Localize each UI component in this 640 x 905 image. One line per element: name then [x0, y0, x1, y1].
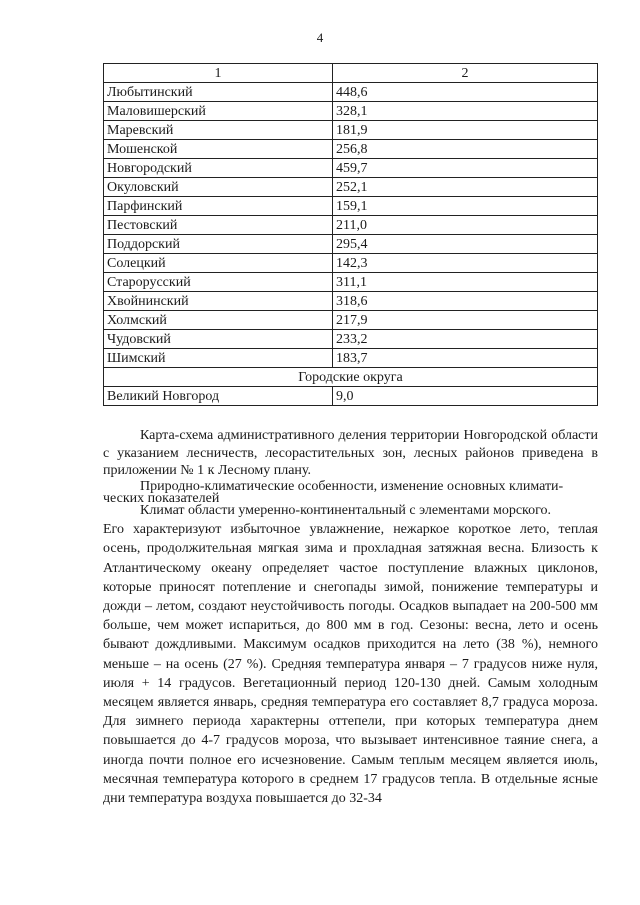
- table-row-urban: [104, 387, 598, 406]
- table-row: [104, 292, 598, 311]
- area-value-cell: 318,6: [333, 292, 598, 311]
- page-number: 4: [316, 30, 324, 45]
- district-name-cell: Старорусский: [104, 273, 333, 292]
- table-header-col-1: 1: [104, 64, 333, 83]
- climate-paragraph-first-line: Климат области умеренно-континентальный с элементами морского.: [140, 503, 552, 518]
- section-title-cell: Городские округа: [104, 368, 598, 387]
- table-body: [104, 64, 598, 406]
- area-value-cell: 295,4: [333, 235, 598, 254]
- district-name-cell: Пестовский: [104, 216, 333, 235]
- district-name-cell: Поддорский: [104, 235, 333, 254]
- table-row: [104, 330, 598, 349]
- table-row: [104, 216, 598, 235]
- area-value-cell: 448,6: [333, 83, 598, 102]
- area-value-cell: 181,9: [333, 121, 598, 140]
- table-header-col-2: 2: [333, 64, 598, 83]
- district-name-cell: Окуловский: [104, 178, 333, 197]
- district-name-cell: Любытинский: [104, 83, 333, 102]
- climate-paragraph-body: Его характеризуют избыточное увлажнение, нежаркое короткое лето, теплая осень, продолжительная мягкая зима и прохладная затяжная весна. Близость к Атлантическому океану определяет частое поступление влажных циклонов, которые приносят потепление и снегопады зимой, понижение температуры и дожди – летом, создают неустойчивость погоды. Осадков выпадает на 200-500 мм больше, чем может испариться, до 800 мм в год. Сезоны: весна, лето и осень бывают дождливыми. Максимум осадков приходится на лето (38 %), немного меньше – на осень (27 %). Средняя температура января – 7 градусов ниже нуля, июля + 14 градусов. Вегетационный период 120-130 дней. Самым холодным месяцем является январь, средняя температура его составляет 8,7 градуса мороза. Для зимнего периода характерны оттепели, при которых температура днем повышается до 4-7 градусов мороза, что вызывает интенсивное таяние снега, а иногда почти полное его исчезновение. Самым теплым месяцем является июль, месячная температура которого в среднем 17 градусов тепла. В отдельные ясные дни температура воздуха повышается до 32-34: [103, 522, 598, 807]
- table-row: [104, 273, 598, 292]
- table-row: [104, 102, 598, 121]
- district-name-cell: Маловишерский: [104, 102, 333, 121]
- section-row-urban-districts: [104, 368, 598, 387]
- area-value-cell: 159,1: [333, 197, 598, 216]
- area-value-cell: 211,0: [333, 216, 598, 235]
- climate-heading-line-2: ческих показателей: [103, 491, 220, 506]
- table-row: [104, 235, 598, 254]
- district-name-cell: Хвойнинский: [104, 292, 333, 311]
- map-caption-paragraph: [103, 427, 598, 480]
- table-row: [104, 311, 598, 330]
- climate-description: [103, 501, 598, 808]
- table-row: [104, 121, 598, 140]
- map-caption-text: Карта-схема административного деления территории Новгородской области с указанием лесничеств, лесорастительных зон, лесных районов приведена в приложении № 1 к Лесному плану.: [103, 428, 598, 478]
- district-area-table: [103, 63, 598, 406]
- table-row: [104, 140, 598, 159]
- table-row: [104, 254, 598, 273]
- table-row: [104, 159, 598, 178]
- area-value-cell: 311,1: [333, 273, 598, 292]
- table-row: [104, 83, 598, 102]
- area-value-cell: 9,0: [333, 387, 598, 406]
- area-value-cell: 142,3: [333, 254, 598, 273]
- area-value-cell: 252,1: [333, 178, 598, 197]
- district-name-cell: Шимский: [104, 349, 333, 368]
- district-name-cell: Великий Новгород: [104, 387, 333, 406]
- district-name-cell: Мошенской: [104, 140, 333, 159]
- table-row: [104, 178, 598, 197]
- table-header-row: [104, 64, 598, 83]
- district-name-cell: Солецкий: [104, 254, 333, 273]
- table-row: [104, 349, 598, 368]
- area-value-cell: 328,1: [333, 102, 598, 121]
- area-value-cell: 183,7: [333, 349, 598, 368]
- table-row: [104, 197, 598, 216]
- district-name-cell: Парфинский: [104, 197, 333, 216]
- area-value-cell: 233,2: [333, 330, 598, 349]
- district-name-cell: Холмский: [104, 311, 333, 330]
- area-value-cell: 256,8: [333, 140, 598, 159]
- district-name-cell: Маревский: [104, 121, 333, 140]
- district-name-cell: Чудовский: [104, 330, 333, 349]
- climate-heading-line-1: Природно-климатические особенности, изменение основных климати-: [140, 479, 564, 494]
- district-name-cell: Новгородский: [104, 159, 333, 178]
- area-value-cell: 217,9: [333, 311, 598, 330]
- area-value-cell: 459,7: [333, 159, 598, 178]
